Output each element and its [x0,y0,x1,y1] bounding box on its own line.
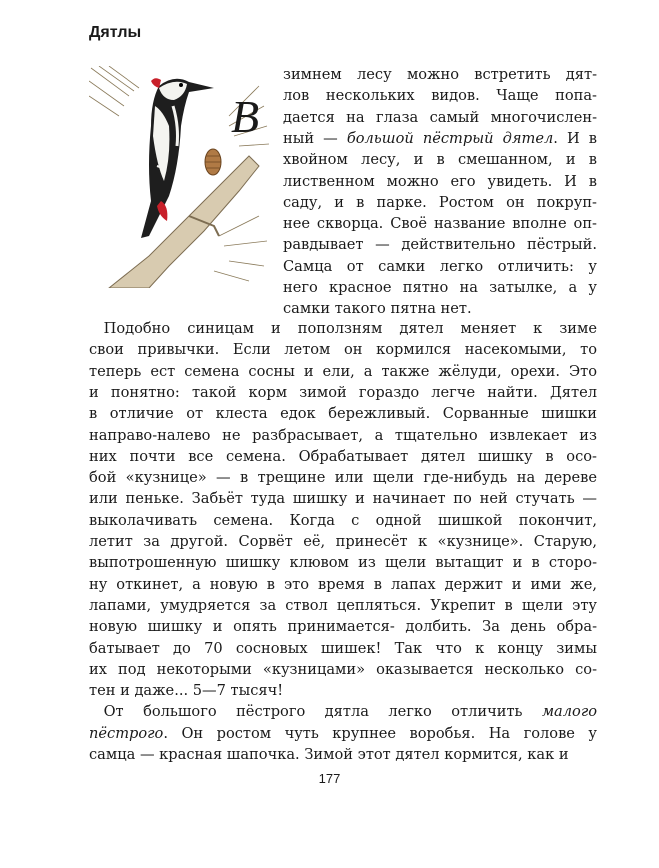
pine-cone-icon [205,149,221,175]
text-segment: него красное пятно на затылке, а у [283,279,597,296]
text-segment: новую шишку и опять принимается- долбить. За день обра- [89,618,597,636]
text-line [89,510,597,531]
text-line [89,552,597,573]
text-segment: летит за другой. Сорвёт её, принесёт к «кузнице». Старую, [89,533,597,550]
text-segment: От большого пёстрого дятла легко отличить [89,703,542,721]
text-line [89,531,597,552]
text-line [89,382,597,403]
text-line [89,595,597,616]
text-line [283,171,597,192]
text-segment: выпотрошенную шишку клювом из щели вытащит и в сторо- [89,554,597,572]
text-segment: ну откинет, а новую в это время в лапах держит и ими же, [89,575,597,593]
italic-term: пёстрого [89,724,164,742]
text-segment: бой «кузнице» — в трещине или щели где-нибудь на дереве [89,469,597,487]
text-line [89,659,597,680]
text-segment: дается на глаза самый многочислен- [283,108,597,126]
text-segment: Самца от самки легко отличить: у [283,257,597,275]
text-segment: . И в [553,129,597,147]
text-segment: лиственном можно его увидеть. И в [283,172,597,190]
branch [109,156,259,288]
text-segment: лов нескольких видов. Чаще попа- [283,87,597,105]
text-segment: самки такого пятна нет. [283,300,472,318]
drop-cap: В [231,91,260,142]
text-segment: них почти все семена. Обрабатывает дятел шишку в осо- [89,447,597,465]
text-line [89,403,597,424]
text-line [283,256,597,277]
text-line [89,446,597,467]
text-segment: равдывает — действительно пёстрый. [283,236,597,254]
text-segment: их под некоторыми «кузницами» оказывается несколько со- [89,660,597,678]
text-line [89,616,597,637]
text-segment: . Он ростом чуть крупнее воробья. На голове у [163,724,597,742]
text-line [89,361,597,382]
text-segment: ный — [283,129,347,147]
text-segment: в отличие от клеста едок бережливый. Сорванные шишки [89,405,597,423]
text-line [283,192,597,213]
text-segment: теперь ест семена сосны и ели, а также жёлуди, орехи. Это [89,362,597,380]
text-segment: или пеньке. Забьёт туда шишку и начинает по ней стучать — [89,490,597,508]
page-title: Дятлы [89,24,142,41]
text-segment: самца — красная шапочка. Зимой этот дятел кормится, как и [89,746,569,763]
text-line [89,701,597,722]
text-line [89,318,597,339]
woodpecker-illustration [89,66,269,288]
text-line [89,723,597,744]
text-line [89,744,569,765]
text-line [89,488,597,509]
text-segment: тен и даже... 5—7 тысяч! [89,682,284,700]
text-line [283,64,597,85]
text-line [89,680,283,701]
text-line [283,107,597,128]
text-segment: зимнем лесу можно встретить дят- [283,66,597,83]
text-line [89,339,597,360]
text-line [283,213,597,234]
text-segment: и понятно: такой корм зимой гораздо легче найти. Дятел [89,383,597,401]
text-line [283,85,597,106]
text-segment: нее скворца. Своё название вполне оп- [283,215,597,233]
text-line [283,149,597,170]
text-segment: хвойном лесу, и в смешанном, и в [283,151,597,169]
italic-term: малого [541,703,597,721]
text-line [283,128,597,149]
text-segment: свои привычки. Если летом он кормился насекомыми, то [89,341,597,359]
text-line [283,298,472,319]
text-line [89,467,597,488]
text-segment: лапами, умудряется за ствол цепляться. Укрепит в щели эту [89,596,597,614]
text-line [283,277,597,298]
text-segment: направо-налево не разбрасывает, а тщательно извлекает из [89,426,597,444]
text-segment: Подобно синицам и поползням дятел меняет к зиме [89,320,597,337]
text-line [89,638,597,659]
text-segment: выколачивать семена. Когда с одной шишкой покончит, [89,511,597,529]
page-number: 177 [318,771,341,786]
italic-term: большой пёстрый дятел [346,129,554,147]
text-segment: саду, и в парке. Ростом он покруп- [283,193,597,211]
text-line [89,425,597,446]
text-segment: батывает до 70 сосновых шишек! Так что к концу зимы [89,639,597,657]
text-line [89,574,597,595]
text-line [283,234,597,255]
